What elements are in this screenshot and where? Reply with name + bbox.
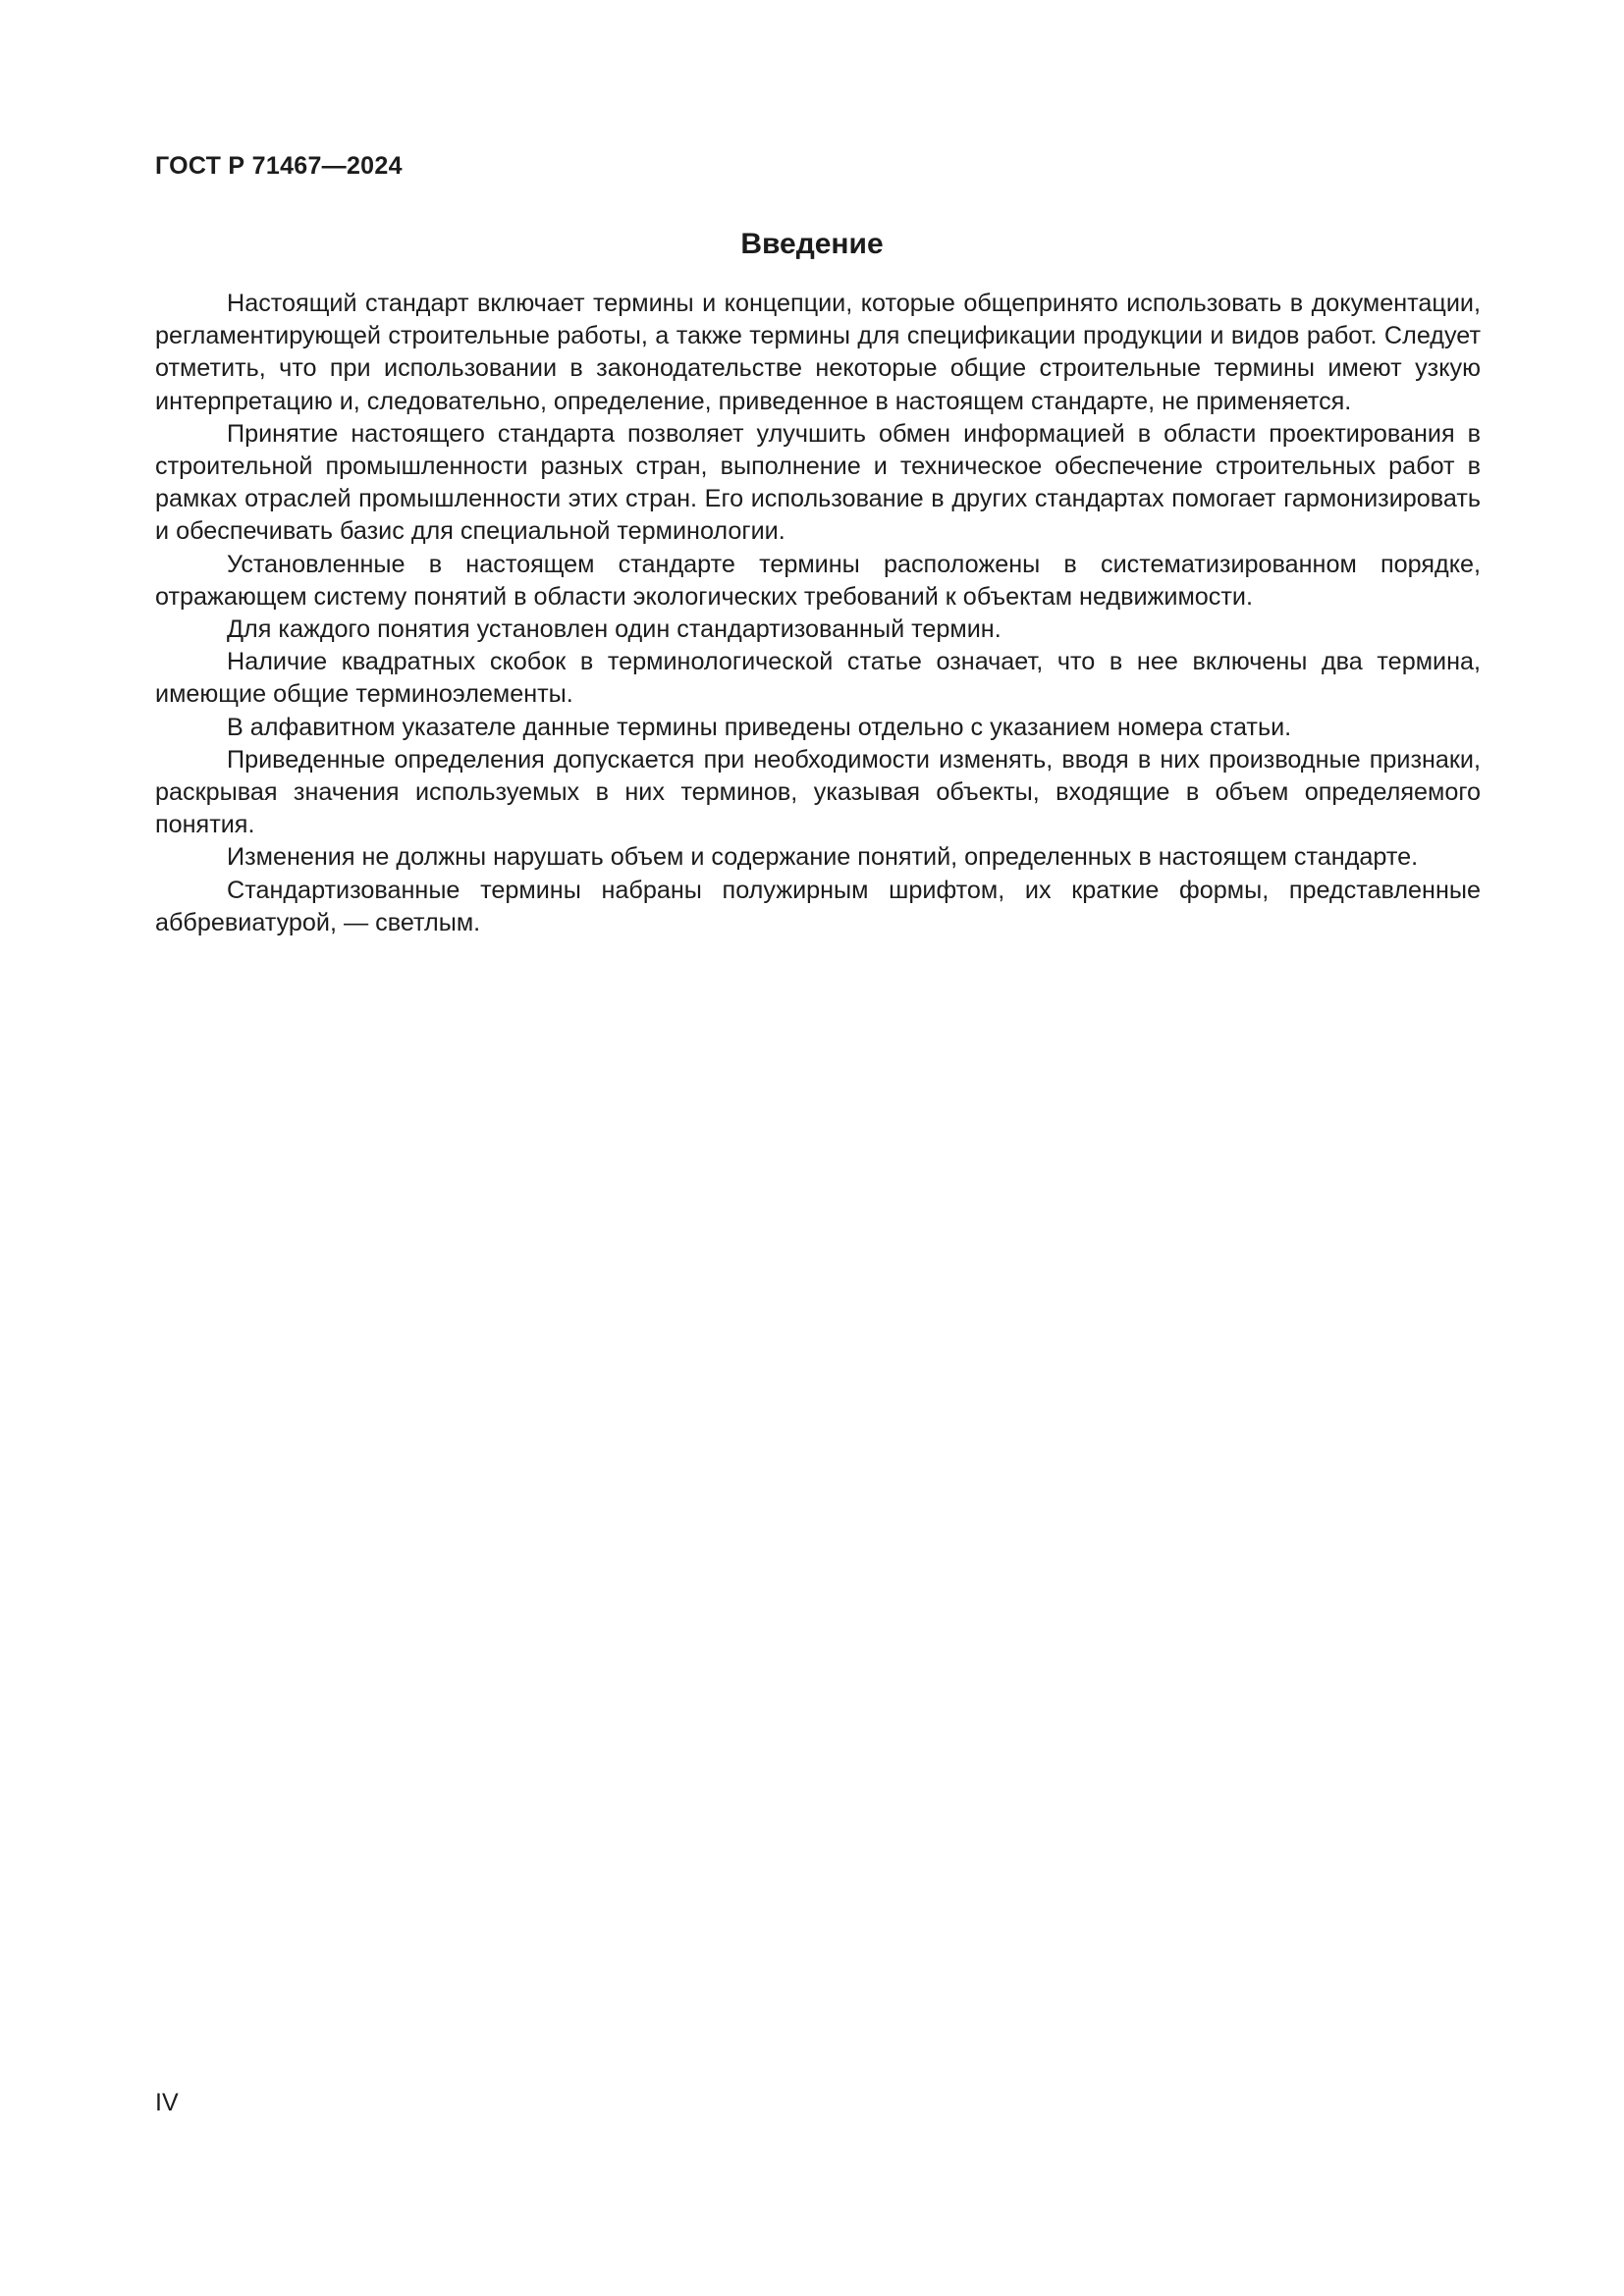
paragraph-definitions: Приведенные определения допускается при необходимости изменять, вводя в них производные признаки, раскрывая значения используемых в них терминов, указывая объекты, входящие в объем определяемого понятия.	[155, 745, 1481, 839]
paragraph-purpose: Принятие настоящего стандарта позволяет улучшить обмен информацией в области проектирования в строительной промышленности разных стран, выполнение и техническое обеспечение строительных работ в рамках отраслей промышленности этих стран. Его использование в других стандартах помогает гармонизировать и обеспечивать базис для специальной терминологии.	[155, 419, 1481, 546]
paragraph-brackets: Наличие квадратных скобок в терминологической статье означает, что в нее включены два термина, имеющие общие терминоэлементы.	[155, 648, 1481, 709]
paragraph-typography: Стандартизованные термины набраны полужирным шрифтом, их краткие формы, представленные аббревиатурой, — светлым.	[155, 876, 1481, 936]
section-title: Введение	[740, 228, 884, 260]
page-number: IV	[155, 2089, 179, 2116]
paragraph-index: В алфавитном указателе данные термины приведены отдельно с указанием номера статьи.	[227, 713, 1292, 741]
paragraph-one-term: Для каждого понятия установлен один стандартизованный термин.	[227, 615, 1001, 644]
paragraph-scope: Настоящий стандарт включает термины и концепции, которые общепринято использовать в документации, регламентирующей строительные работы, а также термины для спецификации продукции и видов работ. Следует отметить, что при использовании в законодательстве некоторые общие строительные термины имеют узкую интерпретацию и, следовательно, определение, приведенное в настоящем стандарте, не применяется.	[155, 290, 1481, 415]
document-code: ГОСТ Р 71467—2024	[155, 152, 403, 180]
introduction-body	[155, 288, 1481, 939]
paragraph-order: Установленные в настоящем стандарте термины расположены в систематизированном порядке, отражающем систему понятий в области экологических требований к объектам недвижимости.	[155, 550, 1481, 611]
paragraph-changes: Изменения не должны нарушать объем и содержание понятий, определенных в настоящем стандарте.	[227, 843, 1419, 872]
